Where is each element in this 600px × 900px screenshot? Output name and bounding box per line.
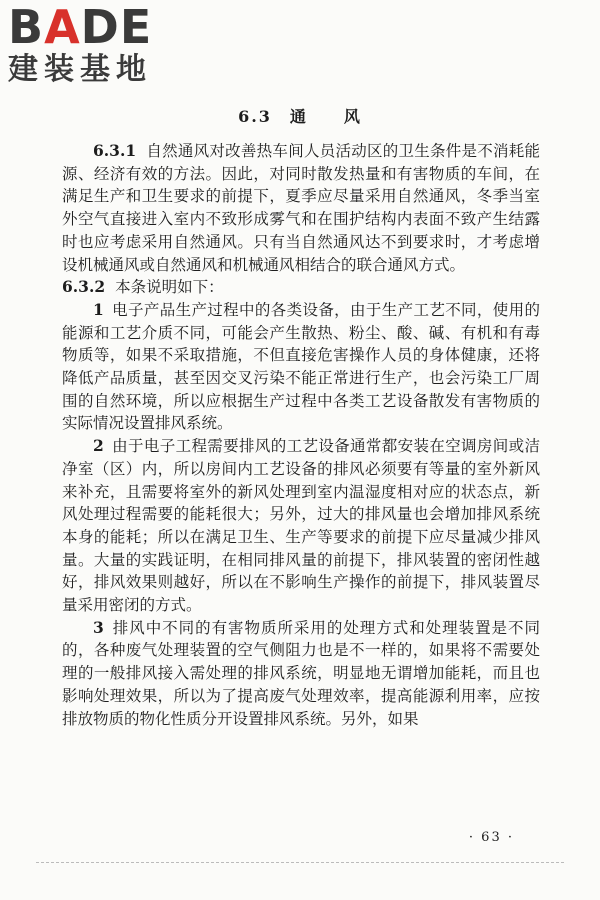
document-body (62, 140, 540, 730)
page-divider (36, 862, 564, 863)
clause-number: 6.3.1 (93, 141, 137, 160)
list-item (62, 617, 540, 731)
clause-6-3-2 (62, 276, 540, 299)
clause-6-3-1 (62, 140, 540, 276)
logo-subtitle: 建装基地 (8, 52, 152, 87)
item-text: 电子产品生产过程中的各类设备，由于生产工艺不同，使用的能源和工艺介质不同，可能会产生散热、粉尘、酸、碱、有机和有毒物质等，如果不采取措施，不但直接危害操作人员的身体健康，还将降低产品质量，甚至因交叉污染不能正常进行生产，也会污染工厂周围的自然环境，所以应根据生产过程中各类工艺设备散发有害物质的实际情况设置排风系统。 (62, 300, 540, 433)
clause-text: 自然通风对改善热车间人员活动区的卫生条件是不消耗能源、经济有效的方法。因此，对同时散发热量和有害物质的车间，在满足生产和卫生要求的前提下，夏季应尽量采用自然通风，冬季当室外空气直接进入室内不致形成雾气和在围护结构内表面不致产生结露时也应考虑采用自然通风。只有当自然通风达不到要求时，才考虑增设机械通风或自然通风和机械通风相结合的联合通风方式。 (62, 142, 540, 274)
section-title: 6.3 通 风 (238, 107, 362, 126)
logo-letters-de: DE (80, 0, 153, 54)
logo-wordmark (8, 0, 178, 54)
list-item (62, 299, 540, 435)
clause-number: 6.3.2 (62, 277, 106, 297)
clause-text: 本条说明如下： (115, 278, 224, 297)
brand-logo (8, 0, 178, 88)
list-item (62, 435, 540, 617)
item-number: 1 (93, 299, 104, 319)
logo-letter-a: A (44, 0, 81, 54)
item-text: 排风中不同的有害物质所采用的处理方式和处理装置是不同的，各种废气处理装置的空气侧阻力也是不一样的，如果将不需要处理的一般排风接入需处理的排风系统，明显地无谓增加能耗，而且也影响处理效果，所以为了提高废气处理效率，提高能源利用率，应按排放物质的物化性质分开设置排风系统。另外，如果 (62, 618, 540, 728)
logo-letter-b: B (8, 0, 45, 54)
page-number: · 63 · (468, 830, 514, 845)
item-text: 由于电子工程需要排风的工艺设备通常都安装在空调房间或洁净室（区）内，所以房间内工艺设备的排风必须要有等量的室外新风来补充，且需要将室外的新风处理到室内温湿度相对应的状态点，新风处理过程需要的能耗很大；另外，过大的排风量也会增加排风系统本身的能耗；所以在满足卫生、生产等要求的前提下应尽量减少排风量。大量的实践证明，在相同排风量的前提下，排风装置的密闭性越好，排风效果则越好，所以在不影响生产操作的前提下，排风装置尽量采用密闭的方式。 (62, 437, 540, 615)
item-number: 2 (93, 436, 104, 456)
item-number: 3 (93, 617, 104, 637)
